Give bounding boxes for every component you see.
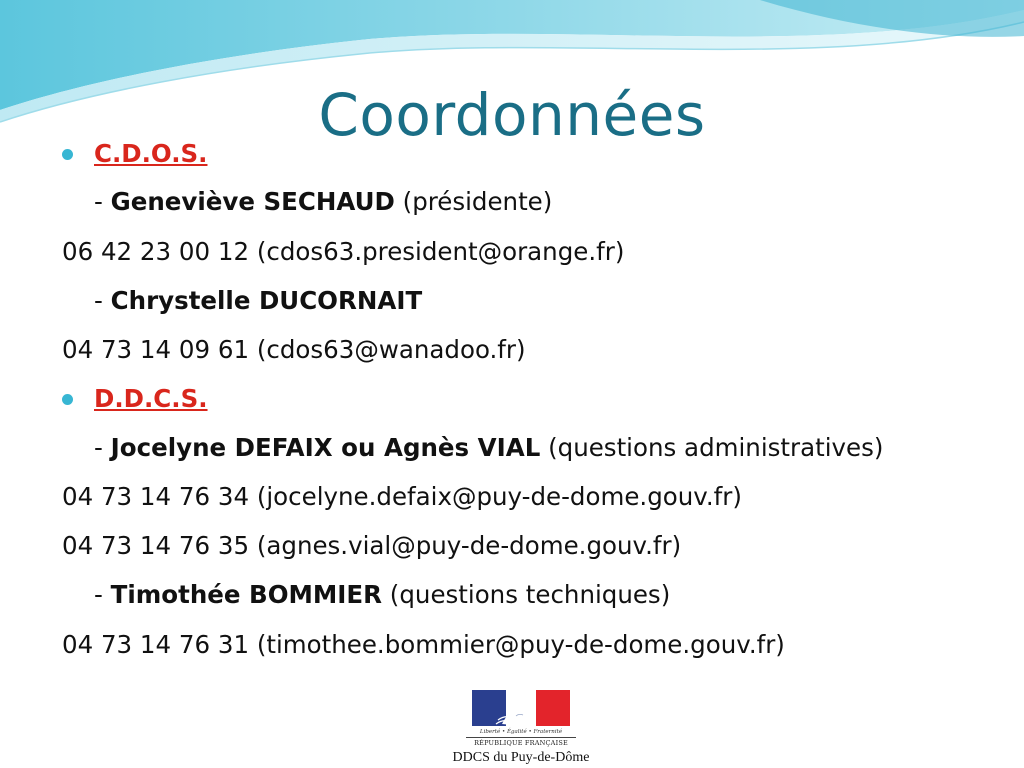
bullet-icon <box>62 149 73 160</box>
contact-person <box>94 187 552 217</box>
contact-details: 04 73 14 76 34 (jocelyne.defaix@puy-de-dome.gouv.fr) <box>62 482 742 511</box>
contact-person <box>94 580 670 610</box>
person-role: (questions administratives) <box>540 433 884 462</box>
person-name: Timothée BOMMIER <box>110 580 383 609</box>
marianne-flag-icon <box>472 690 570 726</box>
dash-text: - <box>94 580 111 609</box>
person-role: (présidente) <box>394 187 553 216</box>
section-heading-cdos: C.D.O.S. <box>94 139 208 168</box>
person-name: Jocelyne DEFAIX ou Agnès VIAL <box>110 433 541 462</box>
dash-text: - <box>94 433 111 462</box>
logo-divider <box>466 737 576 738</box>
dash-text: - <box>94 286 111 315</box>
contact-person <box>94 286 422 316</box>
person-name: Chrystelle DUCORNAIT <box>110 286 423 315</box>
republique-francaise-logo <box>430 688 612 768</box>
section-heading-ddcs: D.D.C.S. <box>94 384 208 413</box>
bullet-icon <box>62 394 73 405</box>
dash-text: - <box>94 187 111 216</box>
contact-person <box>94 433 883 463</box>
footer-caption: DDCS du Puy-de-Dôme <box>452 750 590 765</box>
motto-text: Liberté • Égalité • Fraternité <box>479 729 563 735</box>
republic-text: RÉPUBLIQUE FRANÇAISE <box>474 739 568 747</box>
slide-title: Coordonnées <box>318 81 706 149</box>
person-name: Geneviève SECHAUD <box>110 187 395 216</box>
contact-details: 06 42 23 00 12 (cdos63.president@orange.fr) <box>62 237 625 266</box>
contact-details: 04 73 14 76 31 (timothee.bommier@puy-de-dome.gouv.fr) <box>62 630 785 659</box>
person-role: (questions techniques) <box>382 580 671 609</box>
contact-details: 04 73 14 76 35 (agnes.vial@puy-de-dome.gouv.fr) <box>62 531 682 560</box>
contact-details: 04 73 14 09 61 (cdos63@wanadoo.fr) <box>62 335 526 364</box>
